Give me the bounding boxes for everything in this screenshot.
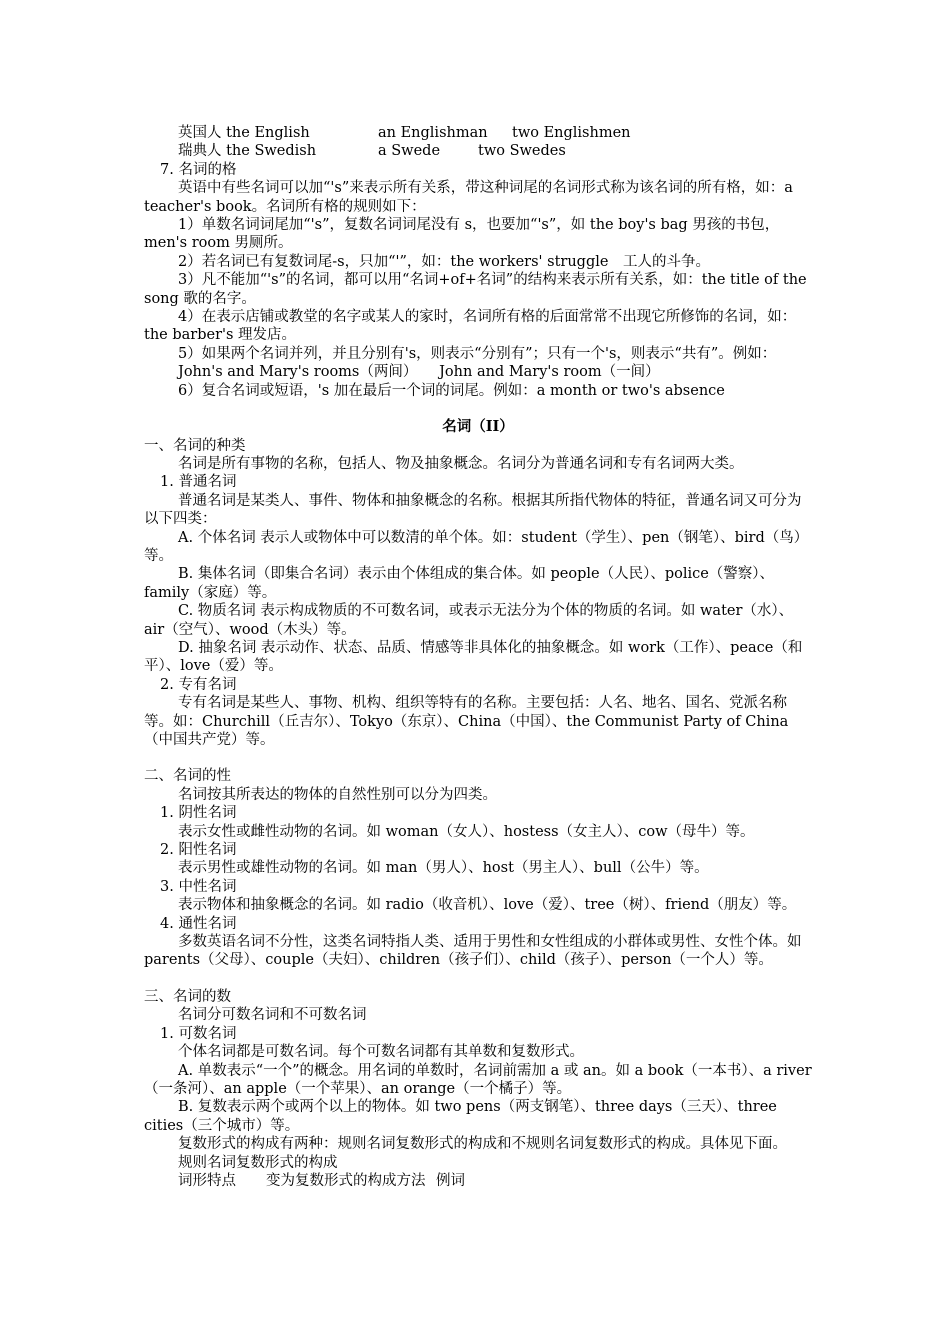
rule-1: 1）单数名词词尾加“'s”，复数名词词尾没有 s，也要加“'s”，如 the boy's bag 男孩的书包，men's room 男厕所。 <box>144 217 780 252</box>
table-header-cell: 例词 <box>436 1172 465 1189</box>
cell: 英国人 the English <box>178 125 310 141</box>
subheading: 4. 通性名词 <box>160 915 237 932</box>
paragraph: 名词是所有事物的名称，包括人、物及抽象概念。名词分为普通名词和专有名词两大类。 <box>178 455 744 472</box>
section-heading: 二、名词的性 <box>144 768 231 785</box>
document-page <box>144 124 812 1190</box>
example-row-english <box>144 124 812 142</box>
section-heading: 三、名词的数 <box>144 988 231 1005</box>
paragraph: D. 抽象名词 表示动作、状态、品质、情感等非具体化的抽象概念。如 work（工作）、peace（和平）、love（爱）等。 <box>144 639 803 675</box>
paragraph: 专有名词是某些人、事物、机构、组织等特有的名称。主要包括：人名、地名、国名、党派名称等。如：Churchill（丘吉尔）、Tokyo（东京）、China（中国）、the Communist Party of China（中国共产党）等。 <box>144 695 789 748</box>
cell: 瑞典人 the Swedish <box>178 143 317 160</box>
paragraph: 名词分可数名词和不可数名词 <box>178 1007 367 1024</box>
rule-4: 4）在表示店铺或教堂的名字或某人的家时，名词所有格的后面常常不出现它所修饰的名词，如：the barber's 理发店。 <box>144 309 797 344</box>
cell: an Englishman <box>378 125 488 141</box>
cell: a Swede <box>378 143 441 160</box>
subheading: 2. 专有名词 <box>160 676 237 693</box>
paragraph: 多数英语名词不分性，这类名词特指人类、适用于男性和女性组成的小群体或男性、女性个体。如 parents（父母）、couple（夫妇）、children（孩子们）、child（孩子）、person（一个人）等。 <box>144 934 802 969</box>
paragraph: 复数形式的构成有两种：规则名词复数形式的构成和不规则名词复数形式的构成。具体见下面。 <box>178 1136 787 1153</box>
paragraph: 表示物体和抽象概念的名词。如 radio（收音机）、love（爱）、tree（树）、friend（朋友）等。 <box>178 897 797 914</box>
example-line: John's and Mary's rooms（两间） John and Mary's room（一间） <box>178 364 660 381</box>
paragraph: A. 单数表示“一个”的概念。用名词的单数时，名词前需加 a 或 an。如 a book（一本书）、a river（一条河）、an apple（一个苹果）、an orange（一个橘子）等。 <box>144 1062 812 1097</box>
paragraph: 表示男性或雄性动物的名词。如 man（男人）、host（男主人）、bull（公牛）等。 <box>178 860 709 877</box>
subheading: 1. 普通名词 <box>160 474 237 491</box>
section-title: 名词（II） <box>442 418 514 436</box>
table-header-cell: 词形特点 <box>178 1172 236 1189</box>
rule-5: 5）如果两个名词并列，并且分别有's，则表示“分别有”；只有一个's，则表示“共有”。例如： <box>178 345 777 362</box>
rule-3: 3）凡不能加“'s”的名词，都可以用“名词+of+名词”的结构来表示所有关系，如：the title of the song 歌的名字。 <box>144 272 807 307</box>
example-row-swedish <box>144 142 812 160</box>
subheading: 3. 中性名词 <box>160 878 237 895</box>
rule-6: 6）复合名词或短语，'s 加在最后一个词的词尾。例如：a month or two's absence <box>178 382 725 399</box>
paragraph: 名词按其所表达的物体的自然性别可以分为四类。 <box>178 786 497 803</box>
table-header-cell: 变为复数形式的构成方法 <box>266 1172 426 1189</box>
paragraph: A. 个体名词 表示人或物体中可以数清的单个体。如：student（学生）、pen（钢笔）、bird（鸟）等。 <box>144 529 809 564</box>
paragraph: B. 复数表示两个或两个以上的物体。如 two pens（两支钢笔）、three days（三天）、three cities（三个城市）等。 <box>144 1099 777 1134</box>
cell: two Swedes <box>478 143 566 160</box>
paragraph: 普通名词是某类人、事件、物体和抽象概念的名称。根据其所指代物体的特征，普通名词又可分为以下四类： <box>144 492 802 528</box>
paragraph: 英语中有些名词可以加“'s”来表示所有关系，带这种词尾的名词形式称为该名词的所有格，如：a teacher's book。名词所有格的规则如下： <box>144 180 793 215</box>
paragraph: B. 集体名词（即集合名词）表示由个体组成的集合体。如 people（人民）、police（警察）、family（家庭）等。 <box>144 566 775 601</box>
heading-possessive: 7. 名词的格 <box>160 161 237 178</box>
subheading: 2. 阳性名词 <box>160 842 237 859</box>
paragraph: 规则名词复数形式的构成 <box>178 1154 338 1171</box>
paragraph: C. 物质名词 表示构成物质的不可数名词，或表示无法分为个体的物质的名词。如 water（水）、air（空气）、wood（木头）等。 <box>144 603 794 638</box>
section-heading: 一、名词的种类 <box>144 437 246 454</box>
paragraph: 个体名词都是可数名词。每个可数名词都有其单数和复数形式。 <box>178 1044 584 1061</box>
cell: two Englishmen <box>512 125 631 141</box>
rule-2: 2）若名词已有复数词尾-s，只加“'”，如：the workers' struggle 工人的斗争。 <box>178 253 710 270</box>
paragraph: 表示女性或雌性动物的名词。如 woman（女人）、hostess（女主人）、cow（母牛）等。 <box>178 823 755 840</box>
subheading: 1. 阴性名词 <box>160 805 237 822</box>
table-header <box>144 1172 812 1190</box>
subheading: 1. 可数名词 <box>160 1025 237 1042</box>
